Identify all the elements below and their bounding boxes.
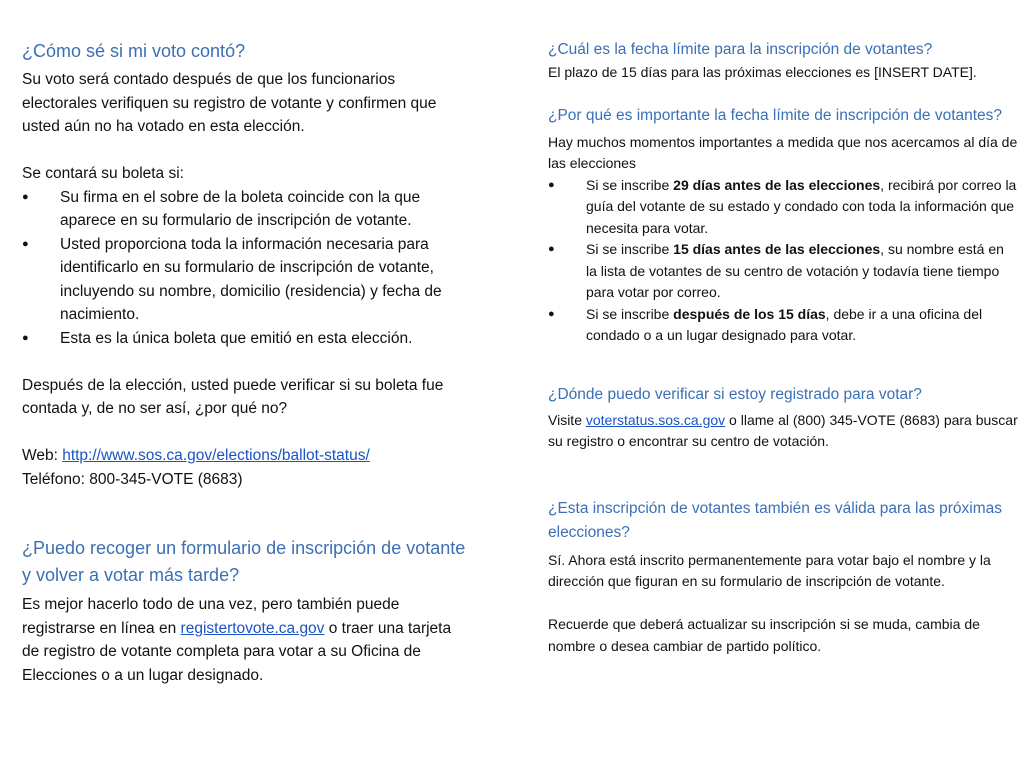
bullet-bold: 15 días antes de las elecciones <box>673 241 881 257</box>
bullet-bold: 29 días antes de las elecciones <box>673 176 881 193</box>
pickup-form-heading: ¿Puedo recoger un formulario de inscripción de votante y volver a votar más tarde? <box>22 538 466 585</box>
check-text-after: o llame al (800) 345-VOTE (8683) para buscar su registro o encontrar su centro de votación. <box>548 411 1018 449</box>
pickup-text-after: o traer una tarjeta de registro de votante completa para votar a su Oficina de Elecciones o a un lugar designado. <box>22 619 452 684</box>
vote-counted-heading: ¿Cómo sé si mi voto contó? <box>22 41 246 61</box>
bullet-pre: Si se inscribe <box>586 241 674 257</box>
valid-future-heading: ¿Esta inscripción de votantes también es válida para las próximas elecciones? <box>548 499 1003 541</box>
importance-intro: Hay muchos momentos importantes a medida que nos acercamos al día de las elecciones <box>548 133 1018 171</box>
bullet-post: , recibirá por correo la guía del votante de su estado y condado con toda la información que necesita para votar. <box>586 176 1017 236</box>
list-item <box>548 239 1018 304</box>
bullet-bold: después de los 15 días <box>673 305 826 322</box>
left-column <box>22 0 472 687</box>
list-item: ● Usted proporciona toda la información necesaria para identificarlo en su formulario de inscripción de votante, incluyendo su nombre, domicilio (residencia) y fecha de nacimiento. <box>22 233 472 327</box>
check-registered-text <box>548 410 1018 453</box>
web-label: Web: <box>22 447 63 464</box>
importance-heading: ¿Por qué es importante la fecha límite de inscripción de votantes? <box>548 106 1003 124</box>
ballot-status-link[interactable]: http://www.sos.ca.gov/elections/ballot-status/ <box>62 447 370 464</box>
check-text-before: Visite <box>548 411 586 428</box>
update-registration-text: Recuerde que deberá actualizar su inscripción si se muda, cambia de nombre o desea cambiar de partido político. <box>548 616 980 654</box>
ballot-conditions-list <box>22 186 472 351</box>
right-column <box>548 0 1018 657</box>
valid-future-text: Sí. Ahora está inscrito permanentemente para votar bajo el nombre y la dirección que figuran en su formulario de inscripción de votante. <box>548 551 991 589</box>
list-item: ● Su firma en el sobre de la boleta coincide con la que aparece en su formulario de inscripción de votante. <box>22 186 472 233</box>
bullet-post: , su nombre está en la lista de votantes de su centro de votación y todavía tiene tiempo para votar por correo. <box>586 241 1004 300</box>
list-item <box>548 304 1018 347</box>
bullet-post: , debe ir a una oficina del condado o a un lugar designado para votar. <box>586 305 983 343</box>
phone-line: Teléfono: 800-345-VOTE (8683) <box>22 470 243 488</box>
vote-counted-intro: Su voto será contado después de que los funcionarios electorales verifiquen su registro de votante y confirmen que usted aún no ha votado en esta elección. <box>22 71 437 135</box>
pickup-form-text <box>22 593 472 687</box>
after-election-text: Después de la elección, usted puede verificar si su boleta fue contada y, de no ser así, ¿por qué no? <box>22 376 444 417</box>
registertovote-link[interactable]: registertovote.ca.gov <box>180 619 325 637</box>
list-item: ● Esta es la única boleta que emitió en esta elección. <box>22 327 472 351</box>
check-registered-heading: ¿Dónde puedo verificar si estoy registrado para votar? <box>548 385 922 403</box>
bullet-pre: Si se inscribe <box>586 176 674 193</box>
importance-list <box>548 175 1018 347</box>
voterstatus-link[interactable]: voterstatus.sos.ca.gov <box>585 411 726 428</box>
web-line <box>22 444 472 468</box>
pickup-text-before: Es mejor hacerlo todo de una vez, pero también puede registrarse en línea en <box>22 596 400 637</box>
bullet-pre: Si se inscribe <box>586 305 674 322</box>
list-item <box>548 175 1018 240</box>
deadline-text: El plazo de 15 días para las próximas elecciones es [INSERT DATE]. <box>548 64 977 80</box>
ballot-conditions-intro: Se contará su boleta si: <box>22 165 184 182</box>
deadline-heading: ¿Cuál es la fecha límite para la inscripción de votantes? <box>548 41 933 58</box>
